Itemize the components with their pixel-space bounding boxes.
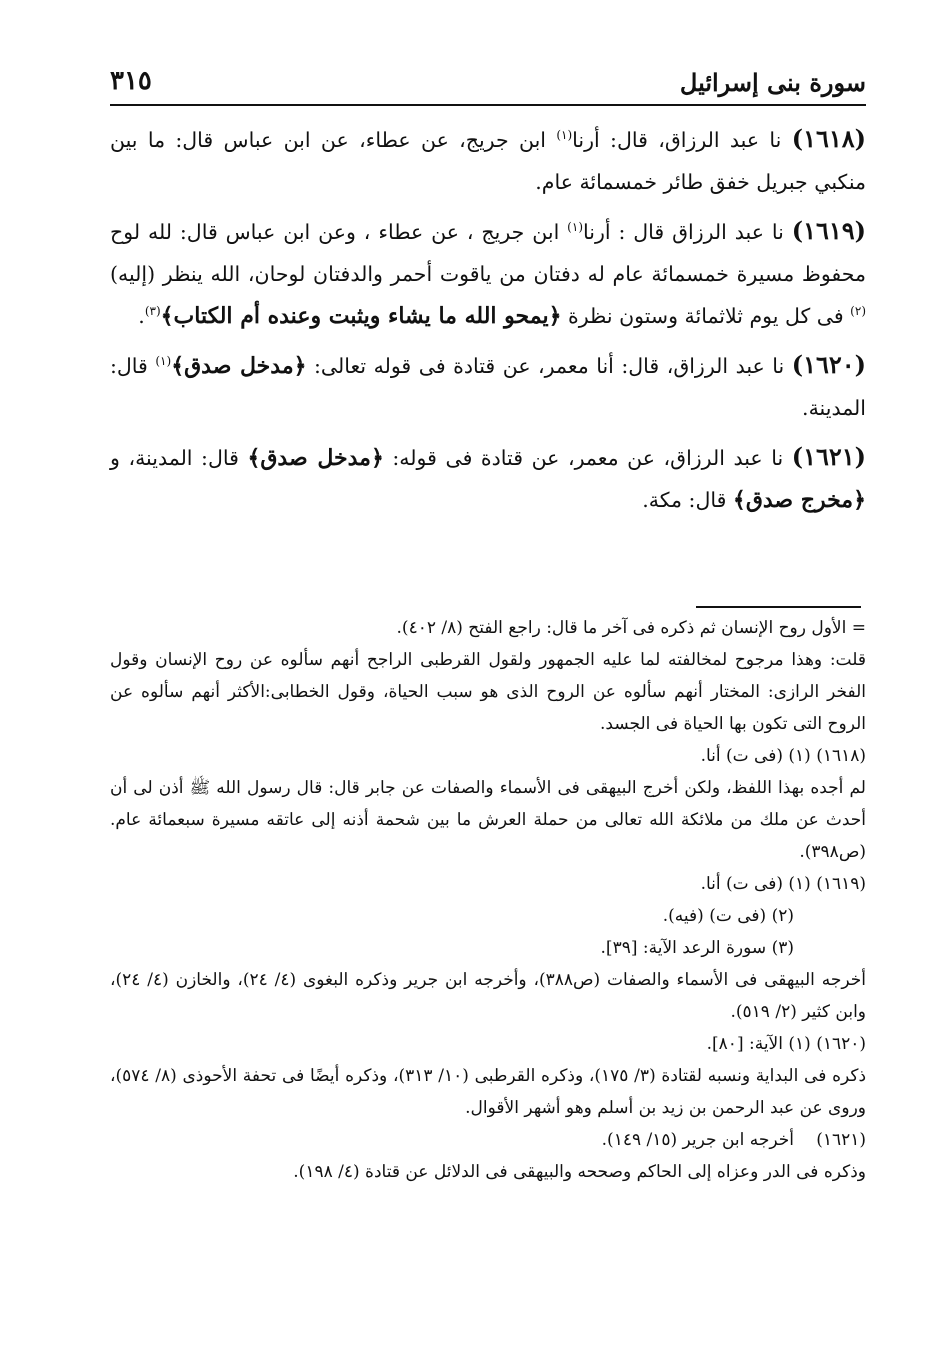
footnotes <box>110 612 866 1188</box>
hadith-text: نا عبد الرزاق، قال: أنا معمر، عن قتادة فى قوله تعالى: <box>306 354 792 378</box>
hadith-text: قال: المدينة. <box>110 354 866 420</box>
footnote-marker: (٣) <box>144 304 161 319</box>
running-title: سورة بنى إسرائيل <box>679 68 866 97</box>
hadith-1621 <box>110 436 866 521</box>
footnote-marker: (١) <box>567 220 583 235</box>
hadith-number: (١٦٢١) <box>791 442 866 471</box>
hadith-number: (١٦١٩) <box>791 216 866 245</box>
footnote-1618-head: (١٦١٨) (١) (فى ت) أنا. <box>700 746 866 766</box>
hadith-number: (١٦١٨) <box>791 124 866 153</box>
quran-quote: ﴿مدخل صدق﴾ <box>171 353 307 379</box>
footnote-1619-body: أخرجه البيهقى فى الأسماء والصفات (ص٣٨٨)، وأخرجه ابن جرير وذكره البغوى (٤/ ٢٤)، والخازن (٤/ ٢٤)، وابن كثير (٢/ ٥١٩). <box>110 970 866 1022</box>
footnote-marker: (٢) <box>850 304 866 319</box>
hadith-number: (١٦٢٠) <box>791 350 866 379</box>
footnote-1621-label: (١٦٢١) <box>816 1130 866 1150</box>
hadith-text: نا عبد الرزاق، عن معمر، عن قتادة فى قوله: <box>383 446 792 470</box>
hadith-text: فى كل يوم ثلاثمائة وستون نظرة <box>561 304 851 328</box>
footnote-1619-3: (٣) سورة الرعد الآية: [٣٩]. <box>600 938 794 958</box>
quran-quote: ﴿يمحو الله ما يشاء ويثبت وعنده أم الكتاب﴾ <box>160 303 562 329</box>
hadith-1619 <box>110 210 866 337</box>
hadith-1618 <box>110 118 866 203</box>
page-header <box>110 64 866 106</box>
hadith-text: . <box>138 304 145 328</box>
quran-quote: ﴿مدخل صدق﴾ <box>247 445 384 471</box>
footnote-1621-a: أخرجه ابن جرير (١٥/ ١٤٩). <box>601 1130 794 1150</box>
footnote-1618-body: لم أجده بهذا اللفظ، ولكن أخرج البيهقى فى الأسماء والصفات عن جابر قال: قال رسول الله ﷺ أذن لى أن أحدث عن ملك من ملائكة الله تعالى من حملة العرش ما بين شحمة أذنه إلى عاتقه مسيرة سبعمائة عام. (ص٣٩٨). <box>110 778 866 862</box>
quran-quote: ﴿مخرج صدق﴾ <box>732 487 866 513</box>
footnote-1621 <box>110 1124 866 1156</box>
hadith-text: قال: المدينة، و <box>110 446 248 470</box>
hadith-text: ابن جريج، عن عطاء، عن ابن عباس قال: ما بين منكبي جبريل خفق طائر خمسمائة عام. <box>110 128 866 194</box>
footnote-1620-head: (١٦٢٠) (١) الآية: [٨٠]. <box>706 1034 866 1054</box>
hadith-text: ابن جريج ، عن عطاء ، وعن ابن عباس قال: لله لوح محفوظ مسيرة خمسمائة عام له دفتان من ياقوت أحمر والدفتان لوحان، الله ينظر (إليه) <box>110 220 866 286</box>
hadith-text: نا عبد الرزاق، قال: أرنا <box>572 128 792 152</box>
hadith-text: قال: مكة. <box>642 488 733 512</box>
page-number: ٣١٥ <box>110 66 152 96</box>
footnote-qultu: قلت: وهذا مرجوح لمخالفته لما عليه الجمهور ولقول القرطبى الراجح أنهم سألوه عن روح الإنسان وقول الفخر الرازى: المختار أنهم سألوه عن الروح الذى هو سبب الحياة، وقول الخطابى:الأكثر أنهم سألوه عن الروح التى تكون بها الحياة فى الجسد. <box>110 650 866 734</box>
footnote-1621-b: وذكره فى الدر وعزاه إلى الحاكم وصححه والبيهقى فى الدلائل عن قتادة (٤/ ١٩٨). <box>293 1162 866 1182</box>
footnote-continuation: = الأول روح الإنسان ثم ذكره فى آخر ما قال: راجع الفتح (٨/ ٤٠٢). <box>396 618 866 638</box>
main-text <box>110 118 866 528</box>
hadith-text: نا عبد الرزاق قال : أرنا <box>583 220 792 244</box>
hadith-1620 <box>110 344 866 429</box>
footnote-1620-body: ذكره فى البداية ونسبه لقتادة (٣/ ١٧٥)، وذكره القرطبى (١٠/ ٣١٣)، وذكره أيضًا فى تحفة الأحوذى (٨/ ٥٧٤)، وروى عن عبد الرحمن بن زيد بن أسلم وهو أشهر الأقوال. <box>110 1066 867 1118</box>
footnote-1619-2: (٢) (فى ت) (فيه). <box>662 906 794 926</box>
footnote-marker: (١) <box>556 128 573 143</box>
footnote-separator <box>696 606 861 608</box>
footnote-1619-head: (١٦١٩) (١) (فى ت) أنا. <box>700 874 866 894</box>
footnote-marker: (١) <box>155 354 172 369</box>
